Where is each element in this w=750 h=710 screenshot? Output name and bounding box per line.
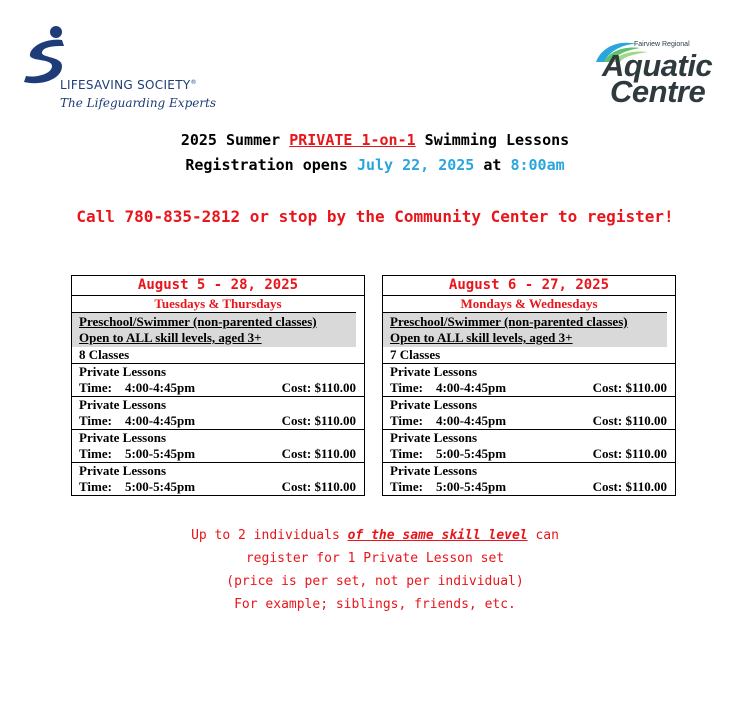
- lesson-row: Private Lessons Time: 4:00-4:45pm Cost: $110.00: [383, 396, 675, 429]
- registration-time: 8:00am: [510, 156, 565, 174]
- aquatic-centre-subtitle: Fairview Regional: [634, 41, 690, 48]
- note-line-2: register for 1 Private Lesson set: [245, 551, 505, 566]
- class-type: Preschool/Swimmer (non-parented classes) Open to ALL skill levels, aged 3+: [383, 312, 667, 347]
- lesson-row: Private Lessons Time: 4:00-4:45pm Cost: $110.00: [383, 363, 675, 396]
- lesson-row: Private Lessons Time: 5:00-5:45pm Cost: $110.00: [383, 429, 675, 462]
- call-to-register: Call 780-835-2812 or stop by the Community Center to register!: [76, 207, 674, 226]
- class-type: Preschool/Swimmer (non-parented classes) Open to ALL skill levels, aged 3+: [72, 312, 356, 347]
- lifesaving-tagline: The Lifeguarding Experts: [60, 96, 217, 110]
- schedule-days: Tuesdays & Thursdays: [72, 295, 364, 312]
- registration-date: July 22, 2025: [356, 156, 475, 174]
- schedule-mon-wed: [382, 275, 676, 496]
- page-title: 2025 Summer PRIVATE 1-on-1 Swimming Lessons: [180, 131, 570, 149]
- schedule-dates: August 6 - 27, 2025: [448, 277, 610, 293]
- lesson-row: Private Lessons Time: 5:00-5:45pm Cost: $110.00: [72, 462, 364, 495]
- lifesaving-society-name: LIFESAVING SOCIETY®: [60, 78, 197, 92]
- aquatic-word: Aquatic: [602, 48, 713, 83]
- schedule-tue-thu: [71, 275, 365, 496]
- note-line-3: (price is per set, not per individual): [226, 574, 524, 589]
- note-line-4: For example; siblings, friends, etc.: [234, 597, 516, 612]
- lesson-row: Private Lessons Time: 5:00-5:45pm Cost: $110.00: [72, 429, 364, 462]
- class-count: 7 Classes: [390, 347, 441, 362]
- lesson-row: Private Lessons Time: 4:00-4:45pm Cost: $110.00: [72, 396, 364, 429]
- lifesaving-society-logo: [22, 24, 222, 114]
- registration-line: Registration opens July 22, 2025 at 8:00am: [185, 156, 565, 174]
- note-line-1: Up to 2 individuals of the same skill level can: [191, 528, 559, 543]
- centre-word: Centre: [610, 74, 706, 109]
- lesson-row: Private Lessons Time: 4:00-4:45pm Cost: $110.00: [72, 363, 364, 396]
- aquatic-centre-logo: [590, 36, 730, 111]
- schedule-days: Mondays & Wednesdays: [383, 295, 675, 312]
- lesson-row: Private Lessons Time: 5:00-5:45pm Cost: $110.00: [383, 462, 675, 495]
- class-count: 8 Classes: [79, 347, 130, 362]
- private-highlight: PRIVATE 1-on-1: [289, 131, 416, 149]
- schedule-dates: August 5 - 28, 2025: [137, 277, 299, 293]
